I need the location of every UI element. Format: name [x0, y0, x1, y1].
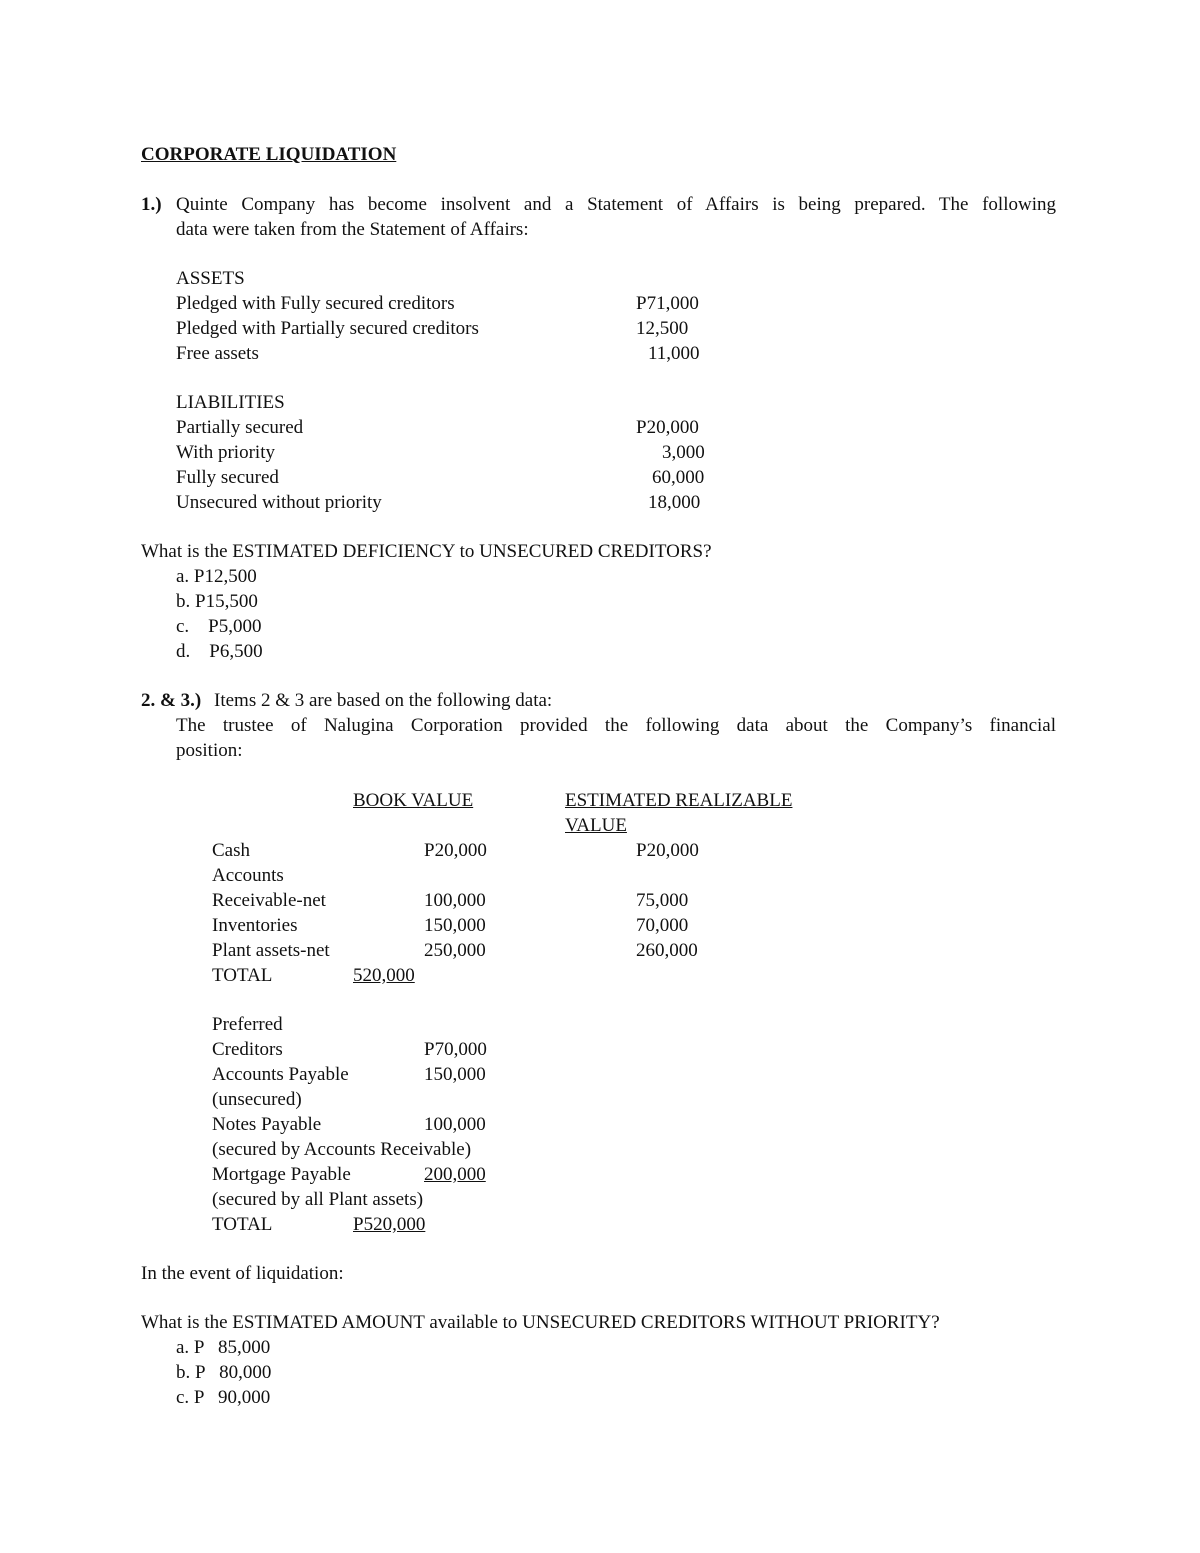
liability-row-label: (unsecured) — [212, 1089, 302, 1110]
assets-total-value: 520,000 — [353, 965, 415, 986]
choice-a: a. P 85,000 — [176, 1337, 271, 1358]
question-1-prompt: What is the ESTIMATED DEFICIENCY to UNSECURED CREDITORS? — [141, 541, 712, 562]
liabilities-heading: LIABILITIES — [176, 392, 285, 413]
column-header-erv-cont: VALUE — [565, 815, 627, 836]
liability-row-value: 100,000 — [424, 1114, 486, 1135]
choice-a: a. P12,500 — [176, 566, 257, 587]
liability-row-label: Creditors — [212, 1039, 283, 1060]
liability-row-label: Notes Payable — [212, 1114, 322, 1135]
asset-row-label: Receivable-net — [212, 890, 326, 911]
liability-row-value: P70,000 — [424, 1039, 487, 1060]
liability-row-label: Accounts Payable — [212, 1064, 349, 1085]
asset-row-label: Accounts — [212, 865, 284, 886]
question-2-3-intro: Items 2 & 3 are based on the following data: — [214, 690, 553, 711]
question-1-text-line1: Quinte Company has become insolvent and a Statement of Affairs is being prepared. The following — [176, 194, 1056, 215]
asset-row-erv: P20,000 — [636, 840, 699, 861]
column-header-book-value: BOOK VALUE — [353, 790, 474, 811]
asset-value: 12,500 — [636, 318, 689, 339]
choice-c: c. P5,000 — [176, 616, 262, 637]
liability-row-label: Mortgage Payable — [212, 1164, 351, 1185]
question-2-3-number: 2. & 3.) — [141, 690, 202, 711]
question-2-prompt: What is the ESTIMATED AMOUNT available to UNSECURED CREDITORS WITHOUT PRIORITY? — [141, 1312, 940, 1333]
choice-b: b. P 80,000 — [176, 1362, 272, 1383]
question-2-3-text-line2: position: — [176, 740, 243, 761]
liability-value: 18,000 — [648, 492, 701, 513]
asset-row-label: Cash — [212, 840, 250, 861]
question-1-text-line2: data were taken from the Statement of Affairs: — [176, 219, 529, 240]
asset-label: Free assets — [176, 343, 259, 364]
choice-c: c. P 90,000 — [176, 1387, 271, 1408]
liability-row-value: 200,000 — [424, 1164, 486, 1185]
asset-row-book: P20,000 — [424, 840, 487, 861]
assets-total-label: TOTAL — [212, 965, 273, 986]
asset-row-erv: 75,000 — [636, 890, 689, 911]
asset-row-label: Plant assets-net — [212, 940, 330, 961]
asset-label: Pledged with Partially secured creditors — [176, 318, 479, 339]
asset-label: Pledged with Fully secured creditors — [176, 293, 455, 314]
asset-row-book: 100,000 — [424, 890, 486, 911]
liability-label: With priority — [176, 442, 275, 463]
question-2-3-text-line1: The trustee of Nalugina Corporation provided the following data about the Company’s financial — [176, 715, 1056, 736]
question-1-number: 1.) — [141, 194, 162, 215]
liabilities-total-label: TOTAL — [212, 1214, 273, 1235]
event-statement: In the event of liquidation: — [141, 1263, 344, 1284]
liability-row-label: (secured by Accounts Receivable) — [212, 1139, 472, 1160]
liabilities-total-value: P520,000 — [353, 1214, 426, 1235]
liability-label: Partially secured — [176, 417, 304, 438]
column-header-erv: ESTIMATED REALIZABLE — [565, 790, 793, 811]
liability-row-value: 150,000 — [424, 1064, 486, 1085]
liability-value: P20,000 — [636, 417, 699, 438]
asset-row-erv: 70,000 — [636, 915, 689, 936]
asset-value: 11,000 — [648, 343, 700, 364]
liability-value: 60,000 — [652, 467, 705, 488]
asset-row-label: Inventories — [212, 915, 298, 936]
page-title: CORPORATE LIQUIDATION — [141, 144, 397, 165]
asset-value: P71,000 — [636, 293, 699, 314]
liability-value: 3,000 — [662, 442, 705, 463]
choice-b: b. P15,500 — [176, 591, 258, 612]
asset-row-book: 250,000 — [424, 940, 486, 961]
asset-row-book: 150,000 — [424, 915, 486, 936]
asset-row-erv: 260,000 — [636, 940, 698, 961]
liability-label: Fully secured — [176, 467, 279, 488]
assets-heading: ASSETS — [176, 268, 245, 289]
liability-row-label: (secured by all Plant assets) — [212, 1189, 424, 1210]
liability-label: Unsecured without priority — [176, 492, 382, 513]
liability-row-label: Preferred — [212, 1014, 283, 1035]
choice-d: d. P6,500 — [176, 641, 263, 662]
